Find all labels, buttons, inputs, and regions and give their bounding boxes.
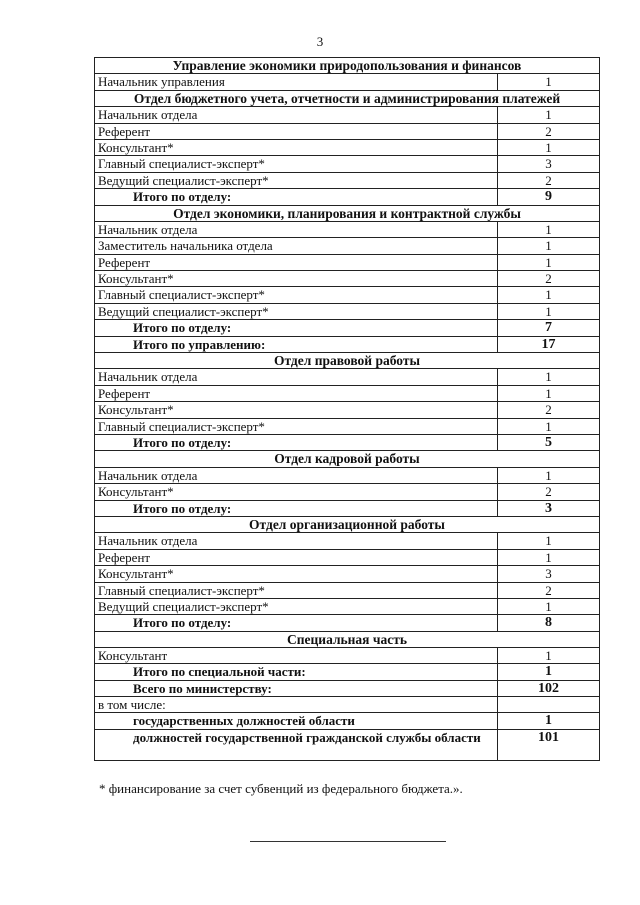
position-name: Начальник отдела	[95, 369, 498, 385]
position-name: Итого по отделу:	[95, 320, 498, 336]
total-row	[95, 336, 600, 352]
position-count: 1	[498, 107, 600, 123]
total-row	[95, 729, 600, 760]
position-row	[95, 221, 600, 237]
footnote: * финансирование за счет субвенций из федерального бюджета.».	[99, 781, 463, 796]
position-name: Начальник отдела	[95, 107, 498, 123]
position-name: Заместитель начальника отдела	[95, 238, 498, 254]
position-count: 2	[498, 402, 600, 418]
section-title: Отдел экономики, планирования и контрактной службы	[95, 205, 600, 221]
position-count: 2	[498, 484, 600, 500]
position-count: 7	[498, 320, 600, 336]
position-row	[95, 156, 600, 172]
total-row	[95, 664, 600, 680]
position-row	[95, 533, 600, 549]
position-row	[95, 402, 600, 418]
total-row	[95, 500, 600, 516]
position-row	[95, 582, 600, 598]
position-row	[95, 648, 600, 664]
position-name: Референт	[95, 385, 498, 401]
position-count: 1	[498, 238, 600, 254]
position-name: Итого по специальной части:	[95, 664, 498, 680]
position-row	[95, 254, 600, 270]
position-name: Консультант*	[95, 566, 498, 582]
position-name: Главный специалист-эксперт*	[95, 156, 498, 172]
section-title: Специальная часть	[95, 631, 600, 647]
position-count: 1	[498, 549, 600, 565]
position-name: Консультант*	[95, 139, 498, 155]
position-count: 8	[498, 615, 600, 631]
position-count: 1	[498, 467, 600, 483]
position-count: 17	[498, 336, 600, 352]
position-count: 1	[498, 533, 600, 549]
position-name: Референт	[95, 549, 498, 565]
position-name: Начальник отдела	[95, 533, 498, 549]
position-name: Итого по управлению:	[95, 336, 498, 352]
position-count: 1	[498, 598, 600, 614]
position-count: 1	[498, 74, 600, 90]
position-row	[95, 467, 600, 483]
position-name: Начальник отдела	[95, 221, 498, 237]
total-row	[95, 189, 600, 205]
position-name: Итого по отделу:	[95, 434, 498, 450]
position-count: 2	[498, 271, 600, 287]
position-name: в том числе:	[95, 697, 498, 713]
position-name: Консультант*	[95, 484, 498, 500]
section-header-row	[95, 205, 600, 221]
position-name: Главный специалист-эксперт*	[95, 418, 498, 434]
position-count: 2	[498, 123, 600, 139]
section-header-row	[95, 58, 600, 74]
staffing-table-body	[95, 58, 600, 761]
section-title: Отдел правовой работы	[95, 353, 600, 369]
position-name: должностей государственной гражданской службы области	[95, 729, 498, 760]
total-row	[95, 713, 600, 729]
position-row	[95, 287, 600, 303]
position-count: 1	[498, 385, 600, 401]
section-header-row	[95, 90, 600, 106]
position-name: Итого по отделу:	[95, 500, 498, 516]
position-count: 1	[498, 664, 600, 680]
position-count: 1	[498, 418, 600, 434]
position-name: Итого по отделу:	[95, 615, 498, 631]
position-count	[498, 697, 600, 713]
section-title: Отдел бюджетного учета, отчетности и администрирования платежей	[95, 90, 600, 106]
position-count: 1	[498, 254, 600, 270]
position-row	[95, 123, 600, 139]
total-row	[95, 615, 600, 631]
position-count: 1	[498, 139, 600, 155]
position-row	[95, 484, 600, 500]
position-name: Начальник отдела	[95, 467, 498, 483]
position-count: 1	[498, 303, 600, 319]
section-header-row	[95, 353, 600, 369]
position-row	[95, 369, 600, 385]
position-count: 3	[498, 156, 600, 172]
position-name: Главный специалист-эксперт*	[95, 287, 498, 303]
position-count: 1	[498, 648, 600, 664]
signature-line	[250, 841, 446, 842]
section-header-row	[95, 516, 600, 532]
position-name: Консультант*	[95, 402, 498, 418]
section-title: Управление экономики природопользования и финансов	[95, 58, 600, 74]
position-name: Ведущий специалист-эксперт*	[95, 172, 498, 188]
position-count: 1	[498, 713, 600, 729]
position-name: Ведущий специалист-эксперт*	[95, 303, 498, 319]
position-name: Итого по отделу:	[95, 189, 498, 205]
position-name: государственных должностей области	[95, 713, 498, 729]
position-row	[95, 385, 600, 401]
position-count: 3	[498, 500, 600, 516]
position-count: 102	[498, 680, 600, 696]
position-count: 3	[498, 566, 600, 582]
position-row	[95, 74, 600, 90]
position-name: Референт	[95, 123, 498, 139]
staffing-table	[94, 57, 600, 761]
position-name: Референт	[95, 254, 498, 270]
total-row	[95, 434, 600, 450]
total-row	[95, 680, 600, 696]
position-name: Консультант	[95, 648, 498, 664]
section-header-row	[95, 631, 600, 647]
position-row	[95, 107, 600, 123]
position-row	[95, 303, 600, 319]
position-row	[95, 172, 600, 188]
position-count: 2	[498, 582, 600, 598]
position-row	[95, 238, 600, 254]
position-count: 2	[498, 172, 600, 188]
position-row	[95, 549, 600, 565]
total-row	[95, 320, 600, 336]
position-name: Ведущий специалист-эксперт*	[95, 598, 498, 614]
position-row	[95, 418, 600, 434]
position-count: 101	[498, 729, 600, 760]
section-title: Отдел организационной работы	[95, 516, 600, 532]
position-count: 5	[498, 434, 600, 450]
section-title: Отдел кадровой работы	[95, 451, 600, 467]
position-count: 9	[498, 189, 600, 205]
position-row	[95, 598, 600, 614]
position-name: Главный специалист-эксперт*	[95, 582, 498, 598]
position-count: 1	[498, 221, 600, 237]
position-name: Консультант*	[95, 271, 498, 287]
position-name: Начальник управления	[95, 74, 498, 90]
section-header-row	[95, 451, 600, 467]
position-row	[95, 271, 600, 287]
page-number: 3	[316, 34, 324, 49]
note-row	[95, 697, 600, 713]
position-row	[95, 139, 600, 155]
position-row	[95, 566, 600, 582]
position-count: 1	[498, 287, 600, 303]
position-name: Всего по министерству:	[95, 680, 498, 696]
position-count: 1	[498, 369, 600, 385]
